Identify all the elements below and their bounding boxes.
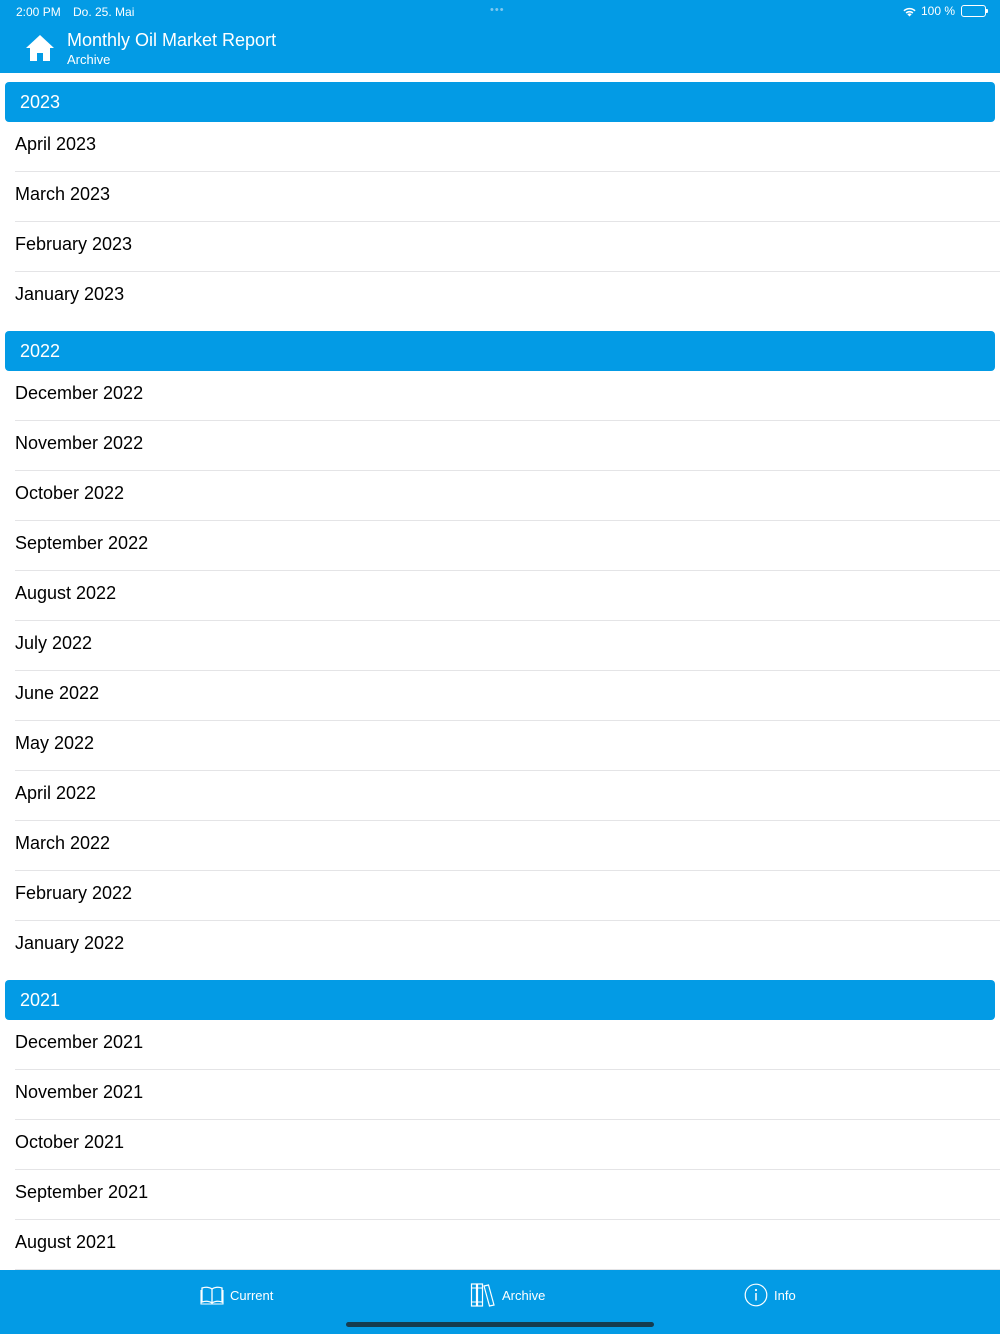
list-item[interactable]: September 2022 [15, 521, 1000, 571]
tab-current-label: Current [230, 1287, 274, 1303]
list-item[interactable]: February 2023 [15, 222, 1000, 272]
section-2023 [0, 82, 1000, 322]
tab-archive[interactable] [470, 1283, 545, 1307]
list-item[interactable]: October 2021 [15, 1120, 1000, 1170]
tab-info-label: Info [774, 1287, 796, 1303]
list-item[interactable]: April 2022 [15, 771, 1000, 821]
status-indicators [902, 4, 986, 18]
list-item[interactable]: December 2021 [15, 1020, 1000, 1070]
list-item[interactable]: November 2022 [15, 421, 1000, 471]
list-item[interactable]: January 2023 [15, 284, 125, 304]
battery-icon [961, 5, 986, 17]
list-item[interactable]: May 2022 [15, 721, 1000, 771]
home-icon[interactable] [24, 33, 56, 63]
list-item[interactable]: March 2023 [15, 172, 1000, 222]
list-item[interactable]: August 2022 [15, 571, 1000, 621]
list-item[interactable]: October 2022 [15, 471, 1000, 521]
open-book-icon [200, 1285, 224, 1305]
section-header: 2022 [5, 331, 995, 371]
wifi-icon [902, 6, 917, 17]
list-item[interactable]: January 2022 [15, 933, 125, 953]
home-indicator[interactable] [346, 1322, 654, 1327]
list-item[interactable]: March 2022 [15, 821, 1000, 871]
section-2022 [0, 331, 1000, 971]
page-title: Monthly Oil Market Report [67, 30, 277, 50]
battery-percent: 100 % [920, 4, 955, 18]
info-icon [744, 1283, 768, 1307]
list-item[interactable]: June 2022 [15, 671, 1000, 721]
app-header [0, 0, 1000, 73]
status-date: Do. 25. Mai [73, 5, 135, 19]
archive-list[interactable] [0, 73, 1000, 1270]
books-icon [470, 1282, 496, 1308]
list-item[interactable]: July 2022 [15, 621, 1000, 671]
section-2021 [0, 980, 1000, 1320]
section-header: 2023 [5, 82, 995, 122]
tab-archive-label: Archive [502, 1287, 546, 1303]
status-time: 2:00 PM [16, 5, 61, 19]
list-item[interactable]: August 2021 [15, 1220, 1000, 1270]
list-item[interactable]: February 2022 [15, 871, 1000, 921]
list-item[interactable]: September 2021 [15, 1170, 1000, 1220]
page-subtitle: Archive [67, 52, 111, 67]
tab-current[interactable] [200, 1283, 273, 1307]
tab-info[interactable] [744, 1283, 796, 1307]
tab-bar [0, 1270, 1000, 1334]
list-item[interactable]: April 2023 [15, 122, 1000, 172]
list-item[interactable]: December 2022 [15, 371, 1000, 421]
section-header: 2021 [5, 980, 995, 1020]
list-item[interactable]: November 2021 [15, 1070, 1000, 1120]
multitasking-dots-icon[interactable]: ••• [490, 4, 505, 16]
